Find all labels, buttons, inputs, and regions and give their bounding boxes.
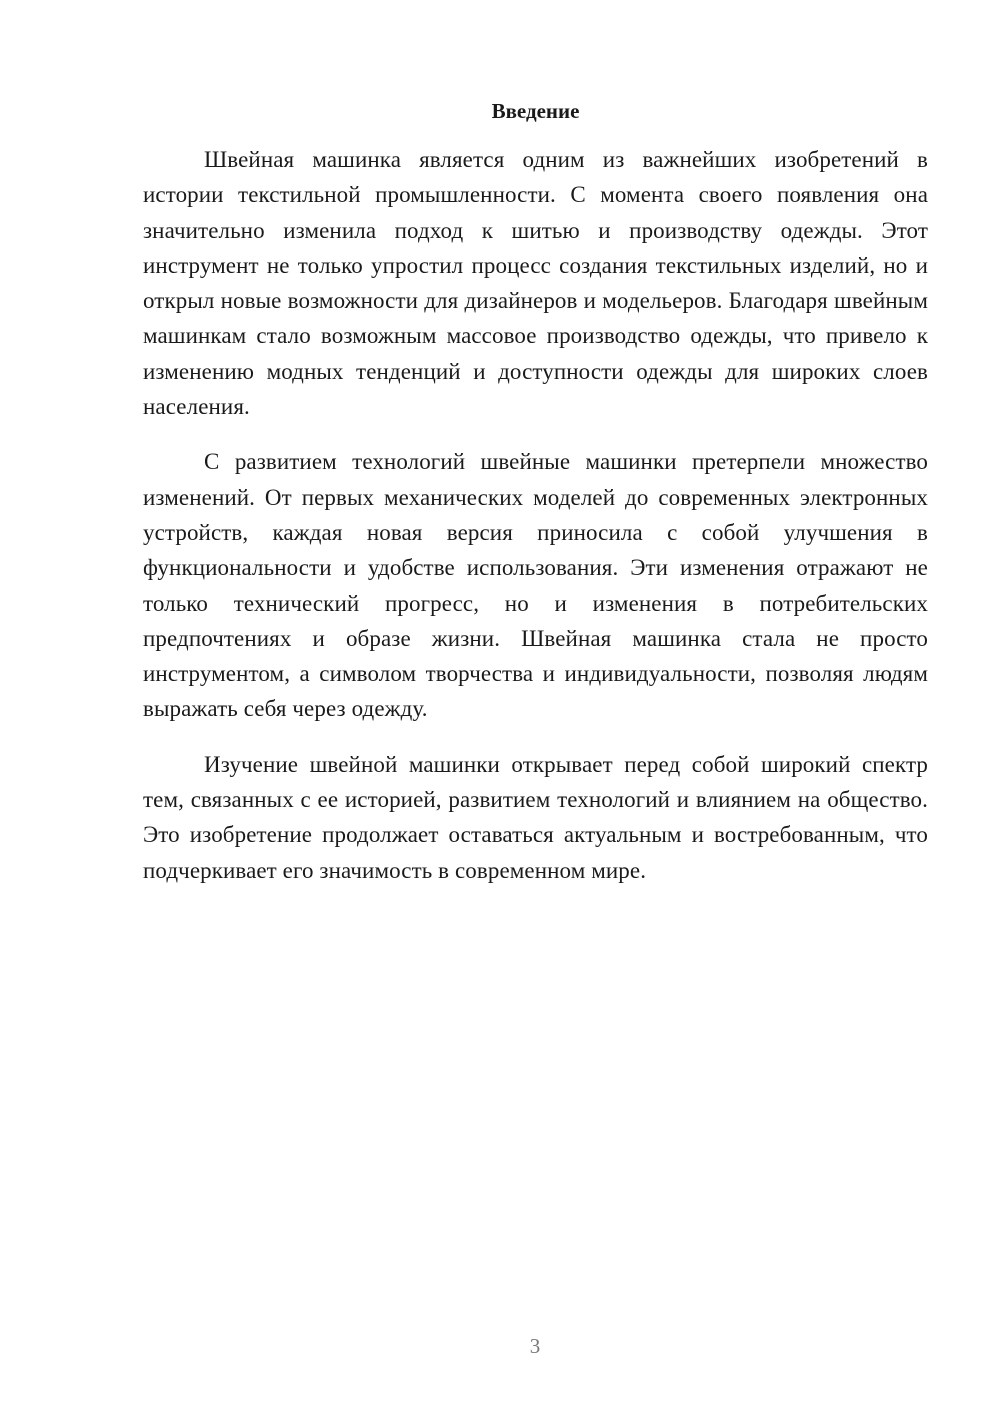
paragraph: Изучение швейной машинки открывает перед собой широкий спектр тем, связанных с ее историей, развитием технологий и влиянием на общество. Это изобретение продолжает оставаться актуальным и востребованным, что подчеркивает его значимость в современном мире. (143, 751, 928, 883)
body-text (143, 142, 928, 908)
page-number: 3 (529, 1334, 541, 1358)
paragraph: С развитием технологий швейные машинки претерпели множество изменений. От первых механических моделей до современных электронных устройств, каждая новая версия приносила с собой улучшения в функциональности и удобстве использования. Эти изменения отражают не только технический прогресс, но и изменения в потребительских предпочтениях и образе жизни. Швейная машинка стала не просто инструментом, а символом творчества и индивидуальности, позволяя людям выражать себя через одежду. (143, 449, 928, 722)
section-title: Введение (491, 99, 580, 123)
paragraph: Швейная машинка является одним из важнейших изобретений в истории текстильной промышленности. С момента своего появления она значительно изменила подход к шитью и производству одежды. Этот инструмент не только упростил процесс создания текстильных изделий, но и открыл новые возможности для дизайнеров и модельеров. Благодаря швейным машинкам стало возможным массовое производство одежды, что привело к изменению модных тенденций и доступности одежды для широких слоев населения. (143, 147, 928, 420)
